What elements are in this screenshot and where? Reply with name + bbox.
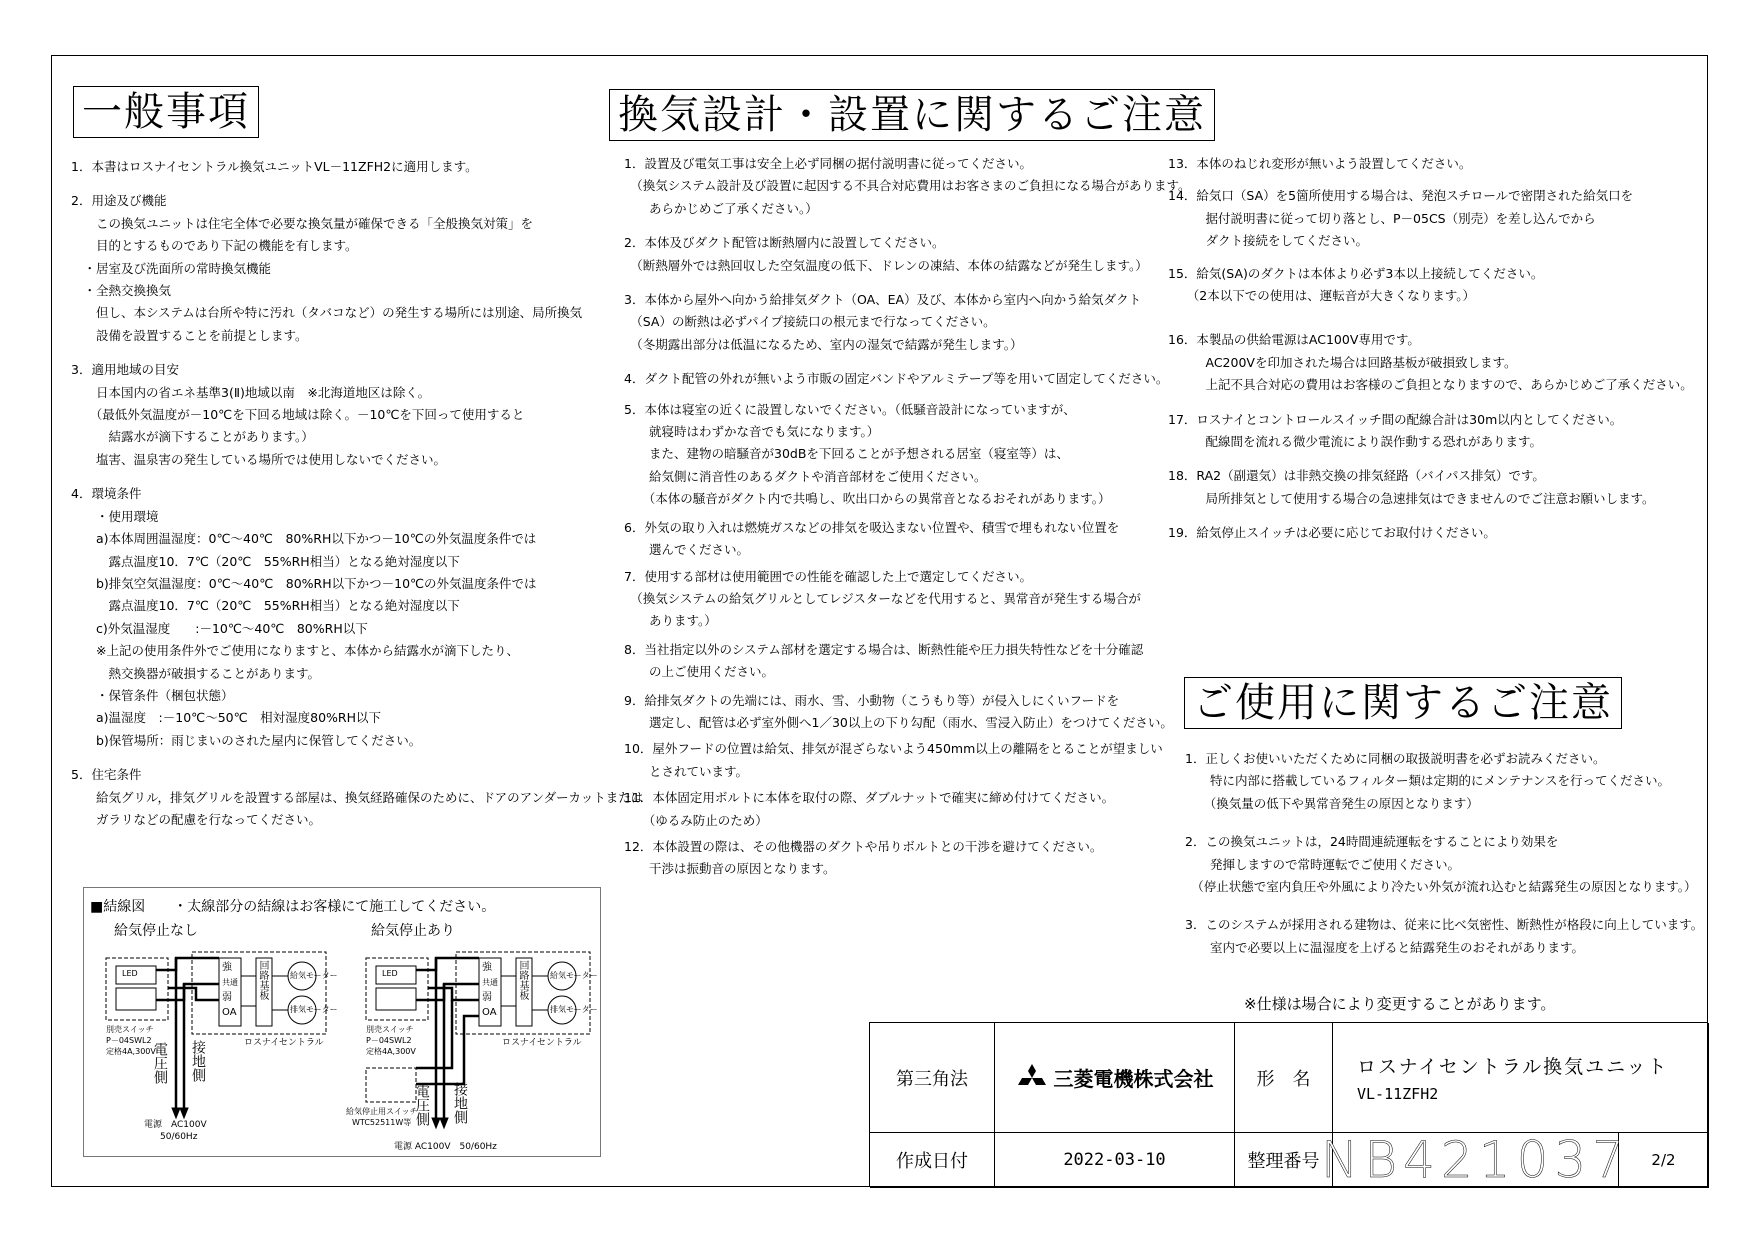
right-switch-model: P－04SWL2 xyxy=(366,1036,412,1045)
product-cell xyxy=(1333,1023,1709,1133)
note-item xyxy=(624,517,1164,562)
note-heading: 1．正しくお使いいただくために同梱の取扱説明書を必ずお読みください。 xyxy=(1185,751,1606,766)
note-heading: 3．このシステムが採用される建物は、従来に比べ気密性、断熱性が格段に向上しています。 xyxy=(1185,917,1704,933)
left-voltage-side: 電圧側 xyxy=(152,1042,168,1084)
left-unit-name: ロスナイセントラル xyxy=(244,1038,324,1048)
note-item xyxy=(1168,329,1708,396)
note-line: 給気グリル，排気グリルを設置する部屋は、換気経路確保のために、ドアのアンダーカットまたは xyxy=(71,789,644,805)
note-line: この換気ユニットは住宅全体で必要な換気量が確保できる「全般換気対策」を xyxy=(71,215,534,231)
date-label: 作成日付 xyxy=(870,1133,995,1188)
note-item xyxy=(71,359,611,471)
right-supply-motor: 給気モーター xyxy=(550,971,598,980)
note-item xyxy=(624,639,1164,684)
right-ground-side: 接地側 xyxy=(452,1082,468,1124)
note-line: ダクト接続をしてください。 xyxy=(1168,233,1369,249)
right-exhaust-motor: 排気モーター xyxy=(550,1005,598,1014)
page-number: 2/2 xyxy=(1619,1133,1709,1188)
model-label: 形 名 xyxy=(1235,1023,1333,1133)
note-line: 日本国内の省エネ基準3(Ⅱ)地域以南 ※北海道地区は除く。 xyxy=(71,384,431,400)
note-item xyxy=(624,787,1164,832)
wiring-diagram xyxy=(83,887,601,1157)
note-heading: 11．本体固定用ボルトに本体を取付の際、ダブルナットで確実に締め付けてください。 xyxy=(624,790,1115,806)
right-led-label: LED xyxy=(382,969,398,978)
note-line: ※上記の使用条件外でご使用になりますと、本体から結露水が滴下したり、 xyxy=(71,643,519,659)
left-terminal-labels: 強 共通 弱 OA xyxy=(222,962,238,1018)
note-heading: 19．給気停止スイッチは必要に応じてお取付けください。 xyxy=(1168,525,1496,541)
left-exhaust-motor: 排気モーター xyxy=(290,1005,338,1014)
note-heading: 2．本体及びダクト配管は断熱層内に設置してください。 xyxy=(624,235,945,251)
note-line: 露点温度10．7℃（20℃ 55%RH相当）となる絶対湿度以下 xyxy=(71,598,460,614)
note-heading: 2．この換気ユニットは，24時間連続運転をすることにより効果を xyxy=(1185,834,1559,850)
note-item xyxy=(1168,465,1708,510)
note-heading: 8．当社指定以外のシステム部材を選定する場合は、断熱性能や圧力損失特性などを十分確認 xyxy=(624,641,1144,657)
left-led-label: LED xyxy=(122,969,138,978)
projection-method: 第三角法 xyxy=(870,1023,995,1133)
note-line: b)保管場所：雨じまいのされた屋内に保管してください。 xyxy=(71,732,422,748)
right-switch-rating: 定格4A,300V xyxy=(366,1047,416,1056)
note-heading: 5．本体は寝室の近くに設置しないでください。（低騒音設計になっていますが、 xyxy=(624,401,1076,417)
right-unit-name: ロスナイセントラル xyxy=(502,1038,582,1048)
note-line: とされています。 xyxy=(624,763,749,779)
note-line: （停止状態で室内負圧や外風により冷たい外気が流れ込むと結露発生の原因となります。） xyxy=(1185,879,1697,895)
note-line: 就寝時はわずかな音でも気になります。） xyxy=(624,424,880,440)
note-heading: 10．屋外フードの位置は給気、排気が混ざらないよう450mm以上の離隔をとることが望ましい xyxy=(624,741,1163,757)
note-line: 据付説明書に従って切り落とし、P－05CS（別売）を差し込んでから xyxy=(1168,210,1596,226)
note-line: ・居室及び洗面所の常時換気機能 xyxy=(71,260,272,276)
note-item xyxy=(1185,914,1705,959)
note-line: （ゆるみ防止のため） xyxy=(624,812,768,828)
note-line: （2本以下での使用は、運転音が大きくなります。） xyxy=(1168,288,1475,304)
note-heading: 13．本体のねじれ変形が無いよう設置してください。 xyxy=(1168,156,1472,171)
note-item xyxy=(71,190,611,347)
note-line: 設備を設置することを前提とします。 xyxy=(71,327,308,343)
note-item xyxy=(1185,748,1705,815)
note-line: 塩害、温泉害の発生している場所では使用しないでください。 xyxy=(71,451,447,467)
note-line: 干渉は振動音の原因となります。 xyxy=(624,861,836,877)
spec-change-note: ※仕様は場合により変更することがあります。 xyxy=(1244,995,1556,1013)
note-item xyxy=(1185,831,1705,898)
left-supply-motor: 給気モーター xyxy=(290,971,338,980)
left-power-hz: 50/60Hz xyxy=(160,1132,198,1142)
wiring-schematic xyxy=(84,888,600,1156)
left-power: 電源 AC100V xyxy=(144,1120,207,1130)
note-line: （換気システム設計及び設置に起因する不具合対応費用はお客さまのご負担になる場合があります。 xyxy=(624,178,1191,194)
note-line: 特に内部に搭載しているフィルター類は定期的にメンテナンスを行ってください。 xyxy=(1185,773,1671,789)
note-item xyxy=(624,566,1164,633)
note-line: （冬期露出部分は低温になるため、室内の湿気で結露が発生します。） xyxy=(624,336,1023,352)
note-line: （最低外気温度が－10℃を下回る地域は除く。－10℃を下回って使用すると xyxy=(71,407,525,423)
document-number: NB421037 xyxy=(1321,1131,1631,1189)
usage-notes xyxy=(1185,748,1705,959)
design-notes-continued xyxy=(1168,153,1708,545)
note-heading: 6．外気の取り入れは燃焼ガスなどの排気を吸込まない位置や、積雪で埋もれない位置を xyxy=(624,519,1120,535)
note-item xyxy=(1168,522,1708,544)
note-line: ・保管条件（梱包状態） xyxy=(71,687,234,703)
note-item xyxy=(1168,185,1708,252)
left-switch-model: P－04SWL2 xyxy=(106,1036,152,1045)
wiring-right-label: 給気停止あり xyxy=(371,923,455,939)
note-heading: 15．給気(SA)のダクトは本体より必ず3本以上接続してください。 xyxy=(1168,265,1544,281)
wiring-left-label: 給気停止なし xyxy=(114,923,198,939)
right-terminal-labels: 強 共通 弱 OA xyxy=(482,962,498,1018)
note-item xyxy=(1168,153,1708,175)
note-item xyxy=(71,156,611,178)
note-heading: 7．使用する部材は使用範囲での性能を確認した上で選定してください。 xyxy=(624,568,1032,584)
note-heading: 2．用途及び機能 xyxy=(71,193,167,209)
title-block xyxy=(869,1022,1708,1187)
note-line: の上ご使用ください。 xyxy=(624,664,775,680)
section-title-design: 換気設計・設置に関するご注意 xyxy=(609,89,1215,141)
note-line: 選んでください。 xyxy=(624,542,750,558)
note-heading: 14．給気口（SA）を5箇所使用する場合は、発泡スチロールで密閉された給気口を xyxy=(1168,188,1634,204)
general-notes xyxy=(71,156,644,831)
note-line: （本体の騒音がダクト内で共鳴し、吹出口からの異常音となるおそれがあります。） xyxy=(624,491,1111,507)
note-line: a)温湿度 :－10℃～50℃ 相対湿度80%RH以下 xyxy=(71,710,382,726)
stop-switch-label: 給気停止用スイッチ xyxy=(346,1107,418,1116)
note-line: 上記不具合対応の費用はお客様のご負担となりますので、あらかじめご了承ください。 xyxy=(1168,377,1693,393)
note-line: 熱交換器が破損することがあります。 xyxy=(71,665,321,681)
note-line: （断熱層外では熱回収した空気温度の低下、ドレンの凍結、本体の結露などが発生します。） xyxy=(624,257,1148,273)
note-line: AC200Vを印加された場合は回路基板が破損致します。 xyxy=(1168,354,1517,370)
note-line: 但し、本システムは台所や特に汚れ（タバコなど）の発生する場所には別途、局所換気 xyxy=(71,305,583,321)
note-heading: 9．給排気ダクトの先端には、雨水、雪、小動物（こうもり等）が侵入しにくいフードを xyxy=(624,692,1120,708)
note-line: 配線間を流れる微少電流により誤作動する恐れがあります。 xyxy=(1168,434,1543,450)
note-item xyxy=(1168,409,1708,454)
note-heading: 12．本体設置の際は、その他機器のダクトや吊りボルトとの干渉を避けてください。 xyxy=(624,838,1103,854)
note-item xyxy=(624,153,1191,220)
note-item xyxy=(624,690,1173,735)
note-heading: 18．RA2（副還気）は非熱交換の排気経路（バイパス排気）です。 xyxy=(1168,468,1545,484)
note-line: （換気量の低下や異常音発生の原因となります） xyxy=(1185,795,1479,811)
left-board-label: 回路基板 xyxy=(257,960,268,1000)
note-item xyxy=(71,764,644,831)
note-line: （SA）の断熱は必ずパイプ接続口の根元まで行なってください。 xyxy=(624,314,996,330)
note-heading: 16．本製品の供給電源はAC100V専用です。 xyxy=(1168,332,1420,348)
company-cell xyxy=(995,1023,1235,1133)
note-heading: 1．設置及び電気工事は安全上必ず同梱の据付説明書に従ってください。 xyxy=(624,156,1032,171)
note-line: （換気システムの給気グリルとしてレジスターなどを代用すると、異常音が発生する場合が xyxy=(624,590,1141,606)
note-line: また、建物の暗騒音が30dBを下回ることが予想される居室（寝室等）は、 xyxy=(624,446,1069,462)
note-line: a)本体周囲温湿度：0℃～40℃ 80%RH以下かつ－10℃の外気温度条件では xyxy=(71,531,537,547)
note-line: c)外気温湿度 :－10℃～40℃ 80%RH以下 xyxy=(71,620,368,636)
note-item xyxy=(71,483,611,752)
section-title-general: 一般事項 xyxy=(73,86,259,138)
note-heading: 5．住宅条件 xyxy=(71,767,142,783)
note-heading: 17．ロスナイとコントロールスイッチ間の配線合計は30m以内としてください。 xyxy=(1168,411,1623,427)
note-line: 露点温度10．7℃（20℃ 55%RH相当）となる絶対湿度以下 xyxy=(71,553,460,569)
note-line: あります。） xyxy=(624,613,717,629)
left-ground-side: 接地側 xyxy=(190,1040,206,1082)
note-item xyxy=(624,738,1164,783)
right-switch-name: 別売スイッチ xyxy=(366,1025,414,1034)
note-item xyxy=(624,232,1164,277)
note-item xyxy=(624,368,1169,390)
left-switch-name: 別売スイッチ xyxy=(106,1025,154,1034)
note-heading: 3．適用地域の目安 xyxy=(71,362,179,378)
note-line: 選定し、配管は必ず室外側へ1／30以上の下り勾配（雨水、雪浸入防止）をつけてください。 xyxy=(624,714,1173,730)
note-line: 発揮しますので常時運転でご使用ください。 xyxy=(1185,856,1461,872)
note-item xyxy=(624,399,1164,511)
note-heading: 4．ダクト配管の外れが無いよう市販の固定バンドやアルミテープ等を用いて固定してください。 xyxy=(624,371,1169,387)
section-title-usage: ご使用に関するご注意 xyxy=(1184,677,1622,729)
note-line: 給気側に消音性のあるダクトや消音部材をご使用ください。 xyxy=(624,468,987,484)
note-heading: 3．本体から屋外へ向かう給排気ダクト（OA、EA）及び、本体から室内へ向かう給気ダクト xyxy=(624,292,1142,308)
stop-switch-model: WTC52511W等 xyxy=(352,1118,412,1127)
note-line: 目的とするものであり下記の機能を有します。 xyxy=(71,238,358,254)
note-item xyxy=(624,836,1164,881)
note-line: 結露水が滴下することがあります。） xyxy=(71,429,314,445)
doc-no-label: 整理番号 xyxy=(1235,1133,1333,1188)
note-line: b)排気空気温湿度：0℃～40℃ 80%RH以下かつ－10℃の外気温度条件では xyxy=(71,575,537,591)
note-line: ・使用環境 xyxy=(71,508,159,524)
product-name: ロスナイセントラル換気ユニット xyxy=(1357,1056,1669,1078)
note-line: ガラリなどの配慮を行なってください。 xyxy=(71,811,322,827)
note-line: 局所排気として使用する場合の急速排気はできませんのでご注意お願いします。 xyxy=(1168,490,1655,506)
note-heading: 1．本書はロスナイセントラル換気ユニットVL－11ZFH2に適用します。 xyxy=(71,159,478,174)
company-name: 三菱電機株式会社 xyxy=(1053,1067,1214,1091)
mitsubishi-logo-icon xyxy=(1016,1064,1048,1092)
note-line: あらかじめご了承ください。） xyxy=(624,200,818,216)
left-switch-rating: 定格4A,300V xyxy=(106,1047,156,1056)
design-notes xyxy=(624,153,1191,881)
note-heading: 4．環境条件 xyxy=(71,486,142,502)
note-line: ・全熱交換換気 xyxy=(71,283,172,299)
note-item xyxy=(624,289,1164,356)
right-voltage-side: 電圧側 xyxy=(414,1084,430,1126)
wiring-title: ■結線図 ・太線部分の結線はお客様にて施工してください。 xyxy=(90,899,496,915)
note-item xyxy=(1168,263,1708,308)
right-board-label: 回路基板 xyxy=(517,960,528,1000)
creation-date: 2022-03-10 xyxy=(995,1133,1235,1188)
note-line: 室内で必要以上に温湿度を上げると結露発生のおそれがあります。 xyxy=(1185,939,1585,955)
right-power: 電源 AC100V 50/60Hz xyxy=(394,1142,497,1152)
model-number: VL-11ZFH2 xyxy=(1357,1085,1439,1103)
